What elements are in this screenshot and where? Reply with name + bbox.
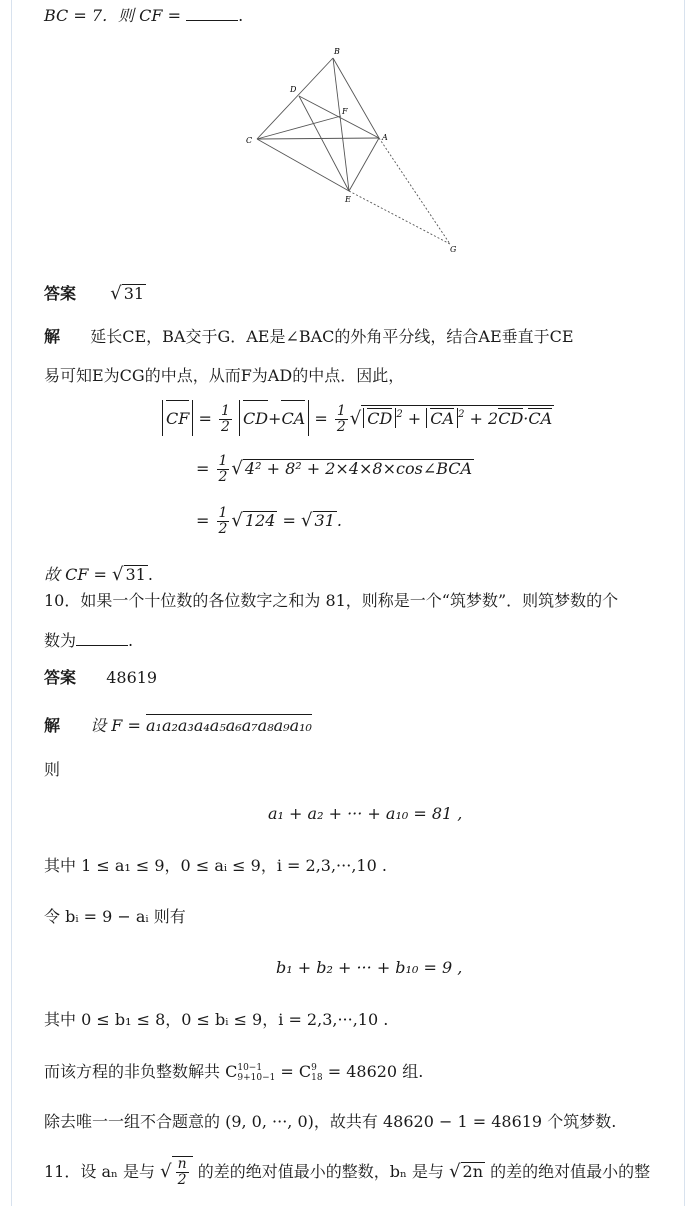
remove-line: 除去唯一一组不合题意的 (9, 0, ···, 0)，故共有 48620 − 1 = 48619 个筑梦数. bbox=[44, 1112, 617, 1131]
question-11-text-2: 的差的绝对值最小的整数，bₙ 是与 bbox=[197, 1162, 444, 1181]
answer-9-value: 31 bbox=[123, 284, 145, 303]
fraction-half-3: $\frac{1}{2}$ bbox=[218, 453, 228, 485]
equation-b: b₁ + b₂ + ··· + b₁₀ = 9 , bbox=[276, 958, 463, 977]
answer-label: 答案 bbox=[44, 284, 77, 303]
solution-9-line-2 bbox=[44, 366, 404, 386]
answer-9 bbox=[44, 284, 146, 304]
conclusion-9-text: 故 CF = bbox=[44, 565, 113, 584]
question-11-root: 2n bbox=[462, 1162, 484, 1181]
segment-CF bbox=[257, 116, 341, 139]
eq2-radicand: 4² + 8² + 2×4×8×cos∠BCA bbox=[244, 459, 473, 478]
segment-BC bbox=[257, 58, 333, 139]
sqrt-sign: √ bbox=[110, 283, 122, 304]
left-border bbox=[11, 0, 12, 1206]
question-10-line-2: 数为 . bbox=[44, 631, 134, 650]
eq3-radicand-1: 124 bbox=[244, 511, 276, 530]
answer-blank-10 bbox=[76, 631, 128, 646]
vec-CA: CA bbox=[281, 400, 305, 436]
solution-9-text-1: 延长CE，BA交于G．AE是∠BAC的外角平分线，结合AE垂直于CE bbox=[90, 327, 574, 346]
solution-label-10: 解 bbox=[44, 716, 61, 735]
equation-1: CF = $\frac{1}{2}$ CD+CA = $\frac{1}{2}$ √ CD $^2$ + CA $^2$ + 2CD·CA bbox=[162, 400, 554, 436]
answer-10 bbox=[44, 668, 157, 688]
then-text: 则 bbox=[44, 760, 61, 779]
q9-tail-end: . bbox=[238, 6, 244, 25]
solution-label: 解 bbox=[44, 327, 61, 346]
answer-blank bbox=[186, 6, 238, 21]
segment-AG bbox=[379, 138, 450, 244]
fraction-half-2: $\frac{1}{2}$ bbox=[336, 403, 346, 435]
question-10-text-2: 数为 bbox=[44, 631, 77, 650]
count-text: 而该方程的非负整数解共 C bbox=[44, 1062, 238, 1081]
question-11-text-1: 11．设 aₙ 是与 bbox=[44, 1162, 155, 1181]
geometry-figure bbox=[240, 44, 470, 258]
equation-2: = $\frac{1}{2}$ √ 4² + 8² + 2×4×8×cos∠BCA bbox=[196, 453, 473, 485]
equation-a: a₁ + a₂ + ··· + a₁₀ = 81 , bbox=[268, 804, 463, 823]
label-D: D bbox=[290, 85, 297, 94]
conclusion-9: 故 CF = √ 31 . bbox=[44, 564, 153, 585]
fraction-half: $\frac{1}{2}$ bbox=[220, 403, 230, 435]
label-C: C bbox=[246, 136, 253, 145]
eq3-radicand-2: 31 bbox=[314, 511, 335, 530]
let-b: 令 bᵢ = 9 − aᵢ 则有 bbox=[44, 907, 186, 926]
question-10-line-1 bbox=[44, 591, 618, 611]
equation-3: = $\frac{1}{2}$ √ 124 = √ 31 . bbox=[196, 505, 342, 537]
vec-CF: CF bbox=[166, 400, 189, 436]
segment-CA bbox=[257, 138, 379, 139]
vec-CD: CD bbox=[243, 400, 268, 436]
segment-BE bbox=[333, 58, 349, 191]
label-E: E bbox=[345, 195, 351, 204]
label-G: G bbox=[450, 245, 457, 254]
question-10-text-1: 10．如果一个十位数的各位数字之和为 81，则称是一个“筑梦数”．则筑梦数的个 bbox=[44, 591, 619, 610]
digit-string: a₁a₂a₃a₄a₅a₆a₇a₈a₉a₁₀ bbox=[145, 716, 312, 735]
condition-a: 其中 1 ≤ a₁ ≤ 9，0 ≤ aᵢ ≤ 9，i = 2,3,···,10 . bbox=[44, 856, 387, 875]
solution-10-line-1 bbox=[44, 714, 312, 736]
right-border bbox=[684, 0, 685, 1206]
count-line: 而该方程的非负整数解共 C 10−1 9+10−1 = C 9 18 = 48620 组. bbox=[44, 1062, 424, 1083]
solution-9-line-1 bbox=[44, 327, 574, 347]
label-F: F bbox=[342, 107, 348, 116]
q9-tail bbox=[44, 6, 243, 26]
label-A: A bbox=[382, 133, 388, 142]
set-f-text: 设 F = bbox=[90, 716, 146, 735]
q9-tail-text: BC = 7．则 CF = bbox=[44, 6, 187, 25]
label-B: B bbox=[334, 47, 340, 56]
question-11: 11．设 aₙ 是与 √ $\frac{n}{2}$ 的差的绝对值最小的整数，bₙ 是与 √ 2n 的差的绝对值最小的整 bbox=[44, 1156, 651, 1188]
answer-label-10: 答案 bbox=[44, 668, 77, 687]
segment-AE bbox=[349, 138, 379, 191]
question-11-text-3: 的差的绝对值最小的整 bbox=[490, 1162, 651, 1181]
solution-9-text-2: 易可知E为CG的中点，从而F为AD的中点．因此， bbox=[44, 366, 405, 385]
segment-EG bbox=[349, 191, 450, 244]
condition-b: 其中 0 ≤ b₁ ≤ 8，0 ≤ bᵢ ≤ 9，i = 2,3,···,10 . bbox=[44, 1010, 389, 1029]
conclusion-9-value: 31 bbox=[125, 565, 146, 584]
fraction-half-4: $\frac{1}{2}$ bbox=[218, 505, 228, 537]
answer-10-value: 48619 bbox=[106, 668, 158, 687]
